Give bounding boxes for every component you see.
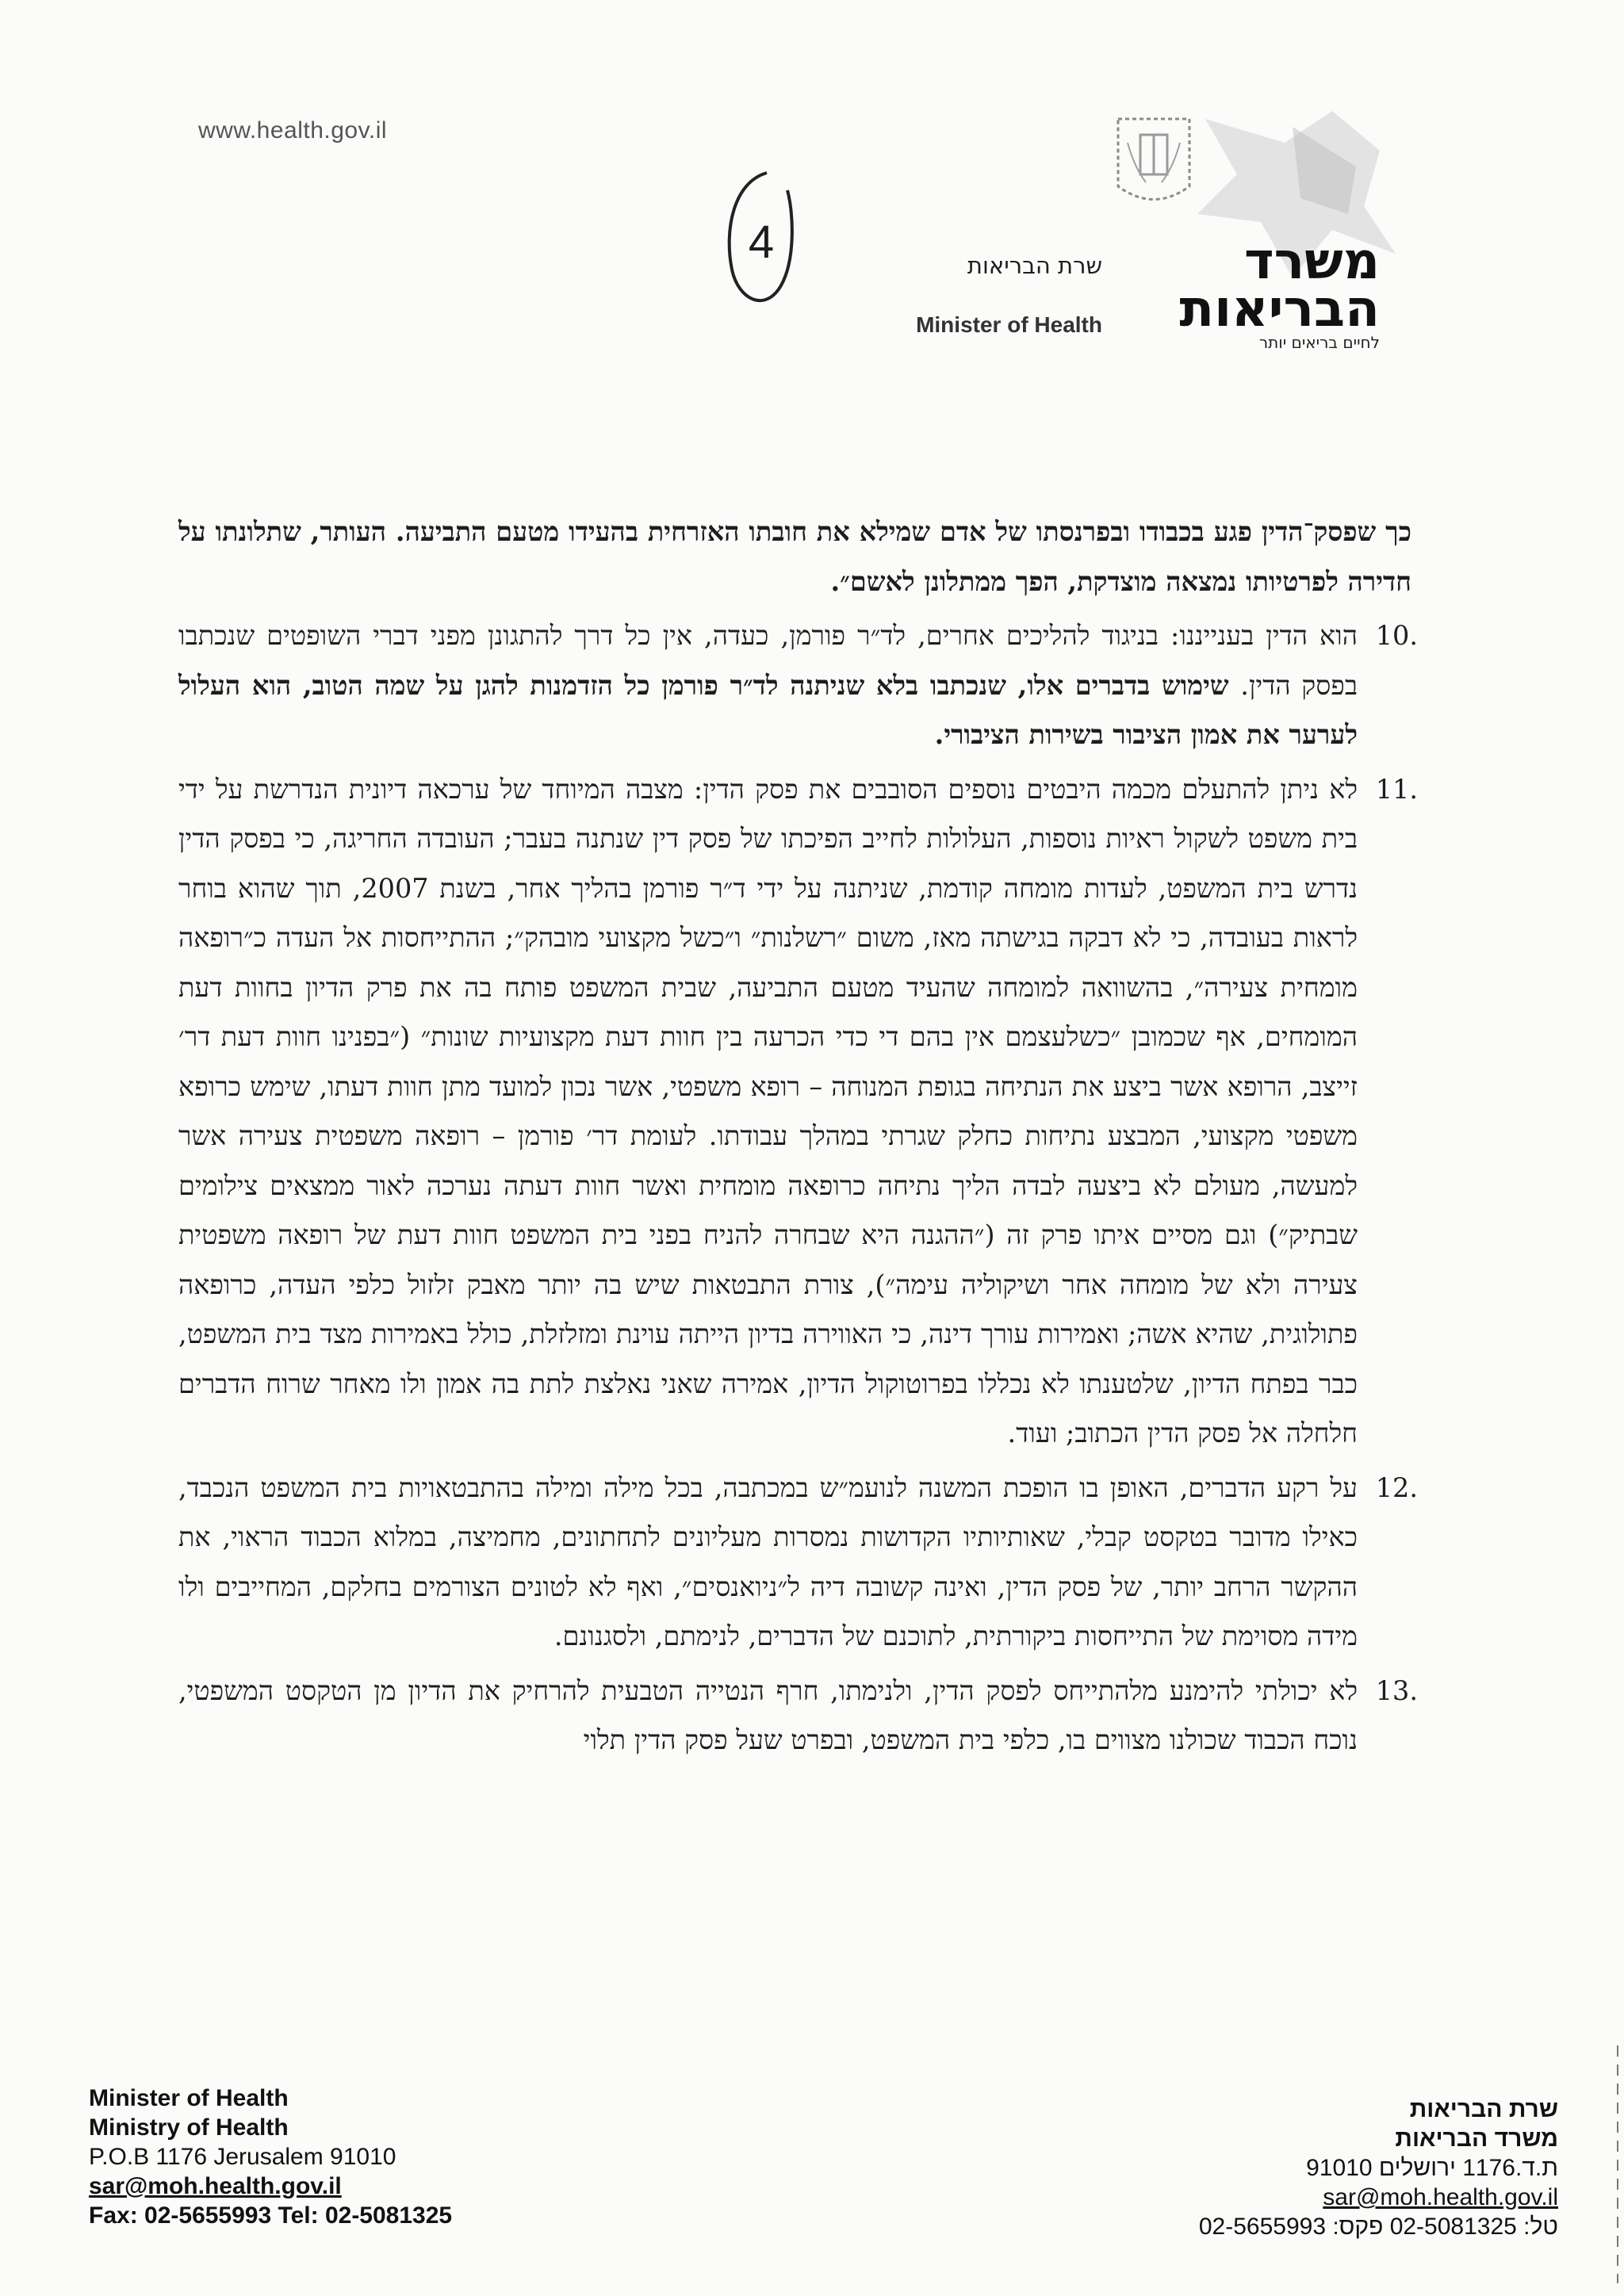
footer-minister-hebrew: שרת הבריאות [1409, 2096, 1558, 2122]
paragraph-text: הוא הדין בענייננו: בניגוד להליכים אחרים, לד״ר פורמן, כעדה, אין כל דרך להתגונן מפני דברי השופטים שנכתבו בפסק הדין. [178, 620, 1358, 701]
footer-address: P.O.B 1176 Jerusalem 91010 [89, 2144, 396, 2170]
lead-text: כך שפסק־הדין פגע בכבודו ובפרנסתו של אדם שמילא את חובתו האזרחית בהעידו מטעם התביעה. העותר, שתלונתו על חדירה לפרטיותו נמצאה מוצדקת, הפך ממתלונן לאשם״. [178, 516, 1411, 597]
paragraph-11 [178, 765, 1418, 1459]
paragraph-bold-text: שימוש בדברים אלו, שנכתבו בלא שניתנה לד״ר פורמן כל הזדמנות להגן על שמה הטוב, הוא העלול לערער את אמון הציבור בשירות הציבורי. [178, 669, 1358, 750]
footer-english [89, 2084, 452, 2230]
logo-tagline: לחיים בריאים יותר [1258, 333, 1380, 352]
footer-minister: Minister of Health [89, 2085, 289, 2111]
paragraph-12 [178, 1464, 1418, 1662]
letter-body [178, 507, 1418, 1770]
office-title-english: Minister of Health [916, 312, 1102, 337]
ministry-logo-text [1174, 232, 1380, 339]
footer-email-link-hebrew[interactable]: sar@moh.health.gov.il [1323, 2184, 1558, 2210]
paragraph-number: 10. [1375, 620, 1418, 651]
paragraph-13 [178, 1667, 1418, 1766]
scan-edge-marks [1614, 2045, 1621, 2283]
office-title-hebrew: שרת הבריאות [967, 252, 1102, 279]
paragraph-10 [178, 611, 1418, 760]
footer-address-hebrew: ת.ד.1176 ירושלים 91010 [1306, 2155, 1558, 2181]
footer-ministry: Ministry of Health [89, 2114, 289, 2141]
paragraph-number: 12. [1375, 1471, 1418, 1503]
logo-line-1: משרד [1244, 232, 1380, 291]
handwritten-page-number [718, 166, 805, 317]
paragraph-text: לא יכולתי להימנע מלהתייחס לפסק הדין, ולנימתו, חרף הנטייה הטבעית להרחיק את הדיון מן הטקסט המשפטי, נוכח הכבוד שכולנו מצווים בו, כלפי בית המשפט, ובפרט שעל פסק הדין תלוי [178, 1674, 1358, 1755]
footer-email-link[interactable]: sar@moh.health.gov.il [89, 2173, 342, 2199]
footer-phones-hebrew: טל: 02-5081325 פקס: 02-5655993 [1198, 2214, 1558, 2240]
footer-hebrew [1102, 2095, 1558, 2241]
page-mark-digit: 4 [748, 216, 775, 268]
footer-ministry-hebrew: משרד הבריאות [1395, 2126, 1558, 2152]
paragraph-text: על רקע הדברים, האופן בו הופכת המשנה לנועמ״ש במכתבה, בכל מילה ומילה בהתבטאויות בית המשפט הנכבד, כאילו מדובר בטקסט קבלי, שאותיותיו הקדושות נמסרות מעליונים לתחתונים, מחמיצה, במלוא הכבוד הראוי, את ההקשר הרחב יותר, של פסק הדין, ואינה קשובה דיה ל״ניואנסים״, ואף לא לטונים הצורמים בחלקם, המחייבים ולו מידה מסוימת של התייחסות ביקורתית, לתוכנם של הדברים, לנימתם, ולסגנונם. [178, 1471, 1358, 1651]
footer-phones: Fax: 02-5655993 Tel: 02-5081325 [89, 2202, 453, 2229]
paragraph-number: 13. [1375, 1674, 1418, 1706]
paragraph-number: 11. [1375, 773, 1418, 805]
lead-paragraph [178, 507, 1411, 607]
website-url: www.health.gov.il [198, 117, 388, 144]
paragraph-text: לא ניתן להתעלם מכמה היבטים נוספים הסובבים את פסק הדין: מצבה המיוחד של ערכאה דיונית הנדרשת על ידי בית משפט לשקול ראיות נוספות, העלולות לחייב הפיכתו של פסק דין שנתנה בעבר; העובדה החריגה, כי בפסק הדין נדרש בית המשפט, לעדות מומחה קודמת, שניתנה על ידי ד״ר פורמן בהליך אחר, בשנת 2007, תוך שהוא בוחר לראות בעובדה, כי לא דבקה בגישתה מאז, משום ״רשלנות״ ו״כשל מקצועי מובהק״; ההתייחסות אל העדה כ״רופאה מומחית צעירה״, בהשוואה למומחה שהעיד מטעם התביעה, שבית המשפט פותח בה את פרק הדיון בחוות דעת המומחים, אף שכמובן ״כשלעצמם אין בהם די כדי הכרעה בין חוות דעת מקצועיות שונות״ (״בפנינו חוות דעת דר׳ זייצב, הרופא אשר ביצע את הנתיחה בגופת המנוחה – רופא משפטי, אשר נכון למועד מתן חוות דעתו, שימש כרופא משפטי מקצועי, המבצע נתיחות כחלק שגרתי במהלך עבודתו. לעומת דר׳ פורמן – רופאה משפטית צעירה אשר למעשה, מעולם לא ביצעה לבדה הליך נתיחה כרופאה מומחית ואשר חוות דעתה נערכה לאור ממצאים צילומים שבתיק״) וגם מסיים איתו פרק זה (״ההגנה היא שבחרה להניח בפני בית המשפט חוות דעת של רופאה משפטית צעירה ולא של מומחה אחר ושיקוליה עימה״), צורת התבטאות שיש בה יותר מאבק זלזול כלפי העדה, כרופאה פתולוגית, שהיא אשה; ואמירות עורך דינה, כי האווירה בדיון הייתה עוינת ומזלזלת, כולל באמירות מצד בית המשפט, כבר בפתח הדיון, שלטענתו לא נכללו בפרוטוקול הדיון, אמירה שאני נאלצת לתת בה אמון ולו מאחר שרוח הדברים חלחלה אל פסק הדין הכתוב; ועוד. [178, 773, 1358, 1448]
logo-line-2: הבריאות [1179, 280, 1380, 339]
